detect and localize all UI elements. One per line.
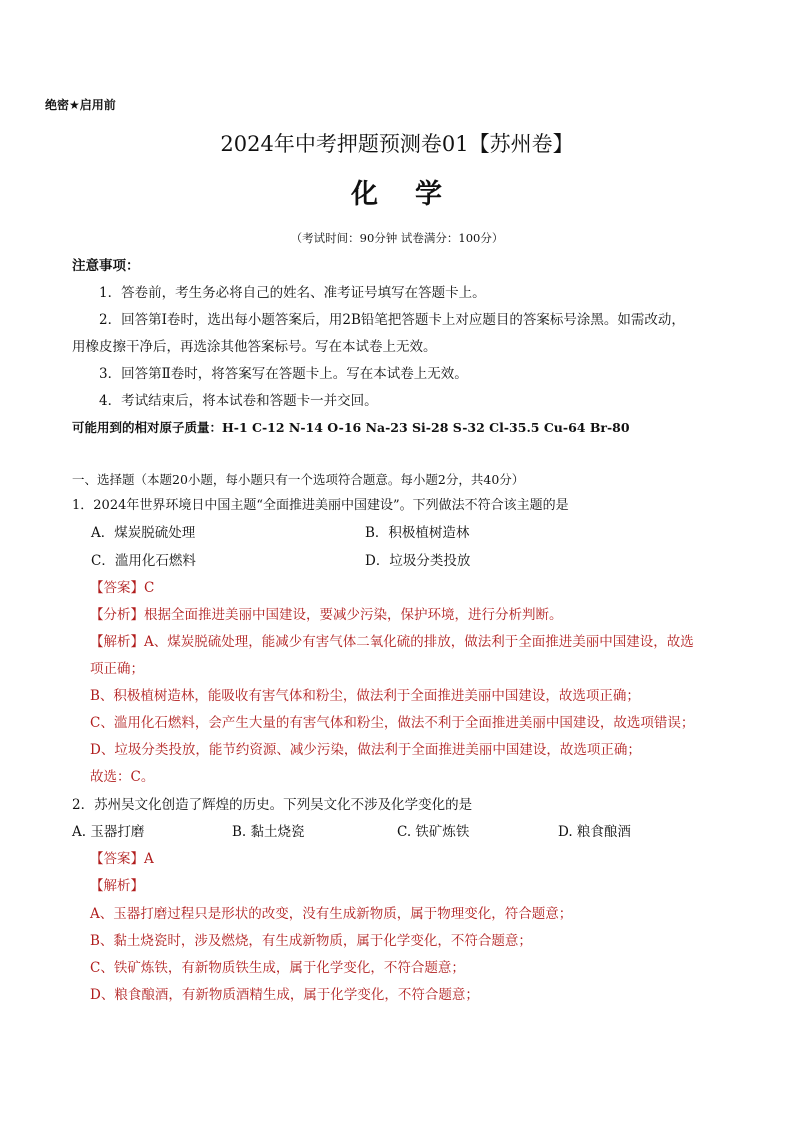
q1-answer: 【答案】C <box>90 580 155 596</box>
q2-explain-a: A、玉器打磨过程只是形状的改变，没有生成新物质，属于物理变化，符合题意； <box>90 906 573 922</box>
q1-explain-c: C、滥用化石燃料，会产生大量的有害气体和粉尘，做法不利于全面推进美丽中国建设，故选项错误； <box>90 715 695 731</box>
q2-option-a: A. 玉器打磨 <box>72 824 145 840</box>
q1-stem: 1．2024年世界环境日中国主题“全面推进美丽中国建设”。下列做法不符合该主题的是 <box>72 498 569 513</box>
note-item-1: 1．答卷前，考生务必将自己的姓名、准考证号填写在答题卡上。 <box>99 285 486 301</box>
section-title: 一、选择题（本题20小题，每小题只有一个选项符合题意。每小题2分，共40分） <box>72 472 525 487</box>
subject-char-2: 学 <box>415 179 443 210</box>
q2-answer: 【答案】A <box>90 851 154 867</box>
q1-explain-d: D、垃圾分类投放，能节约资源、减少污染，做法利于全面推进美丽中国建设，故选项正确； <box>90 742 641 758</box>
q1-option-a: A．煤炭脱硫处理 <box>91 525 196 541</box>
q1-option-d: D．垃圾分类投放 <box>365 553 471 569</box>
atomic-masses: 可能用到的相对原子质量：H-1 C-12 N-14 O-16 Na-23 Si-28 S-32 Cl-35.5 Cu-64 Br-80 <box>72 420 630 435</box>
q1-analysis: 【分析】根据全面推进美丽中国建设，要减少污染，保护环境，进行分析判断。 <box>90 607 563 623</box>
exam-title: 2024年中考押题预测卷01【苏州卷】 <box>220 132 574 156</box>
q2-option-c: C. 铁矿炼铁 <box>397 824 470 840</box>
q1-explain-a: 【解析】A、煤炭脱硫处理，能减少有害气体二氧化硫的排放，做法利于全面推进美丽中国建设，故选 <box>90 634 694 650</box>
q2-explain-b: B、黏土烧瓷时，涉及燃烧，有生成新物质，属于化学变化，不符合题意； <box>90 933 532 949</box>
subject-char-1: 化 <box>351 179 379 210</box>
q2-option-d: D. 粮食酿酒 <box>558 824 631 840</box>
note-item-2-cont: 用橡皮擦干净后，再选涂其他答案标号。写在本试卷上无效。 <box>72 339 437 355</box>
note-item-4: 4．考试结束后，将本试卷和答题卡一并交回。 <box>99 393 378 409</box>
subject-title <box>0 172 794 211</box>
confidential-mark: 绝密★启用前 <box>45 98 116 112</box>
q2-explain-d: D、粮食酿酒，有新物质酒精生成，属于化学变化，不符合题意； <box>90 987 479 1003</box>
q2-option-b: B. 黏土烧瓷 <box>232 824 305 840</box>
note-item-2: 2．回答第Ⅰ卷时，选出每小题答案后，用2B铅笔把答题卡上对应题目的答案标号涂黑。如需改动， <box>99 312 685 328</box>
q1-option-c: C．滥用化石燃料 <box>91 553 196 569</box>
note-item-3: 3．回答第Ⅱ卷时，将答案写在答题卡上。写在本试卷上无效。 <box>99 366 468 382</box>
q2-stem: 2．苏州吴文化创造了辉煌的历史。下列吴文化不涉及化学变化的是 <box>72 797 473 813</box>
q1-option-b: B．积极植树造林 <box>365 525 470 541</box>
q2-analysis-label: 【解析】 <box>90 878 144 894</box>
q2-explain-c: C、铁矿炼铁，有新物质铁生成，属于化学变化，不符合题意； <box>90 960 465 976</box>
q1-explain-b: B、积极植树造林，能吸收有害气体和粉尘，做法利于全面推进美丽中国建设，故选项正确； <box>90 688 640 704</box>
q1-conclusion: 故选：C。 <box>90 769 155 785</box>
notes-heading: 注意事项： <box>72 258 140 274</box>
exam-info: （考试时间：90分钟 试卷满分：100分） <box>290 231 504 245</box>
q1-explain-a-cont: 项正确； <box>90 661 144 677</box>
